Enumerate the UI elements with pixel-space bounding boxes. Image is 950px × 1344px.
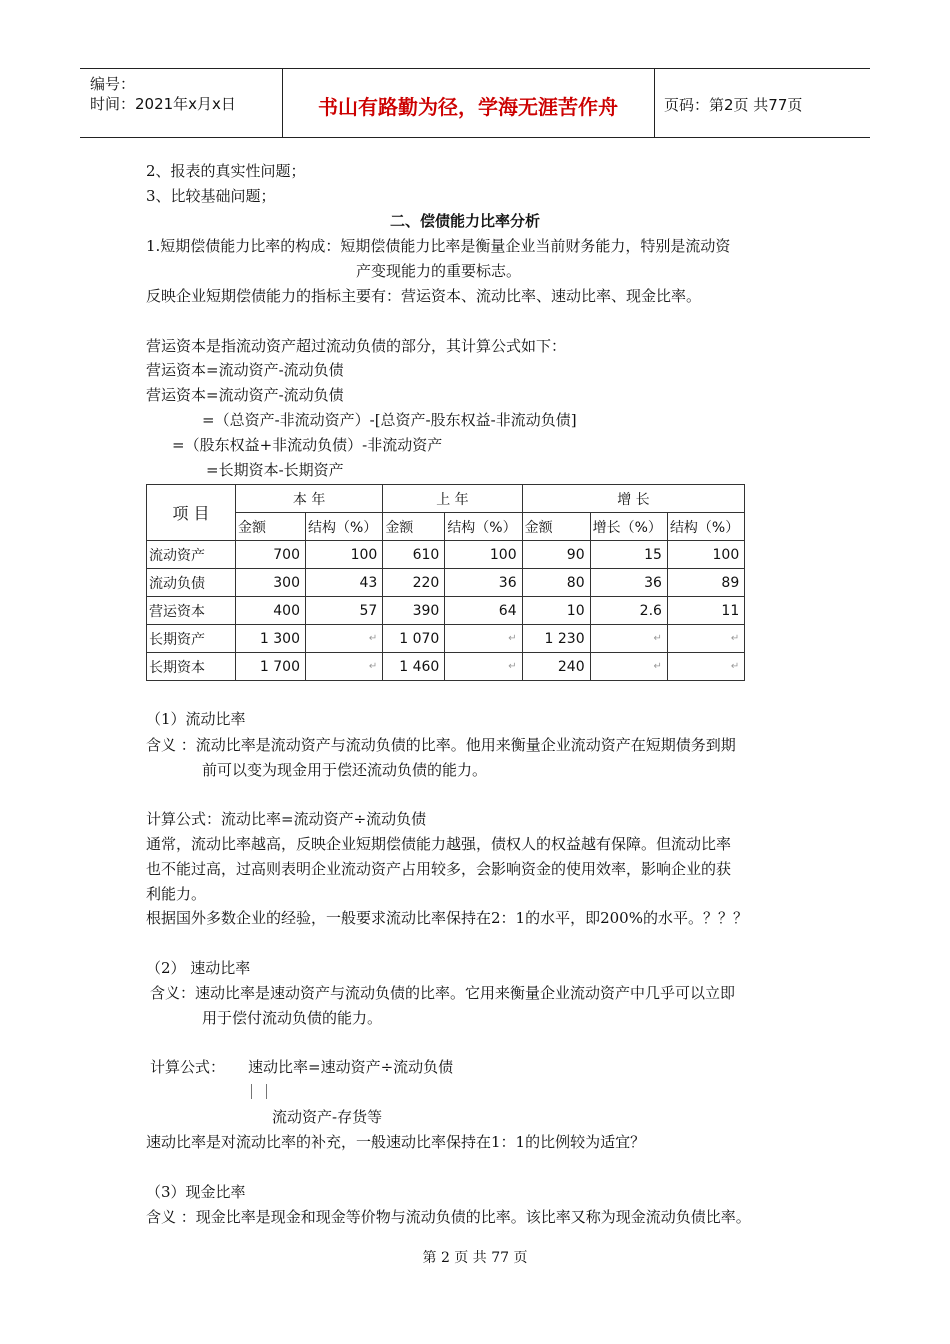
formula-line: 速动比率=速动资产÷流动负债 [248, 1058, 454, 1076]
subsection-title: （2） 速动比率 [146, 959, 251, 977]
table-cell: 10 [522, 597, 590, 625]
cell-mark: ↵ [445, 625, 522, 653]
section-title: 二、偿债能力比率分析 [390, 212, 541, 230]
table-row [147, 597, 745, 625]
row-label: 流动负债 [147, 569, 236, 597]
cell-mark: ↵ [590, 625, 667, 653]
table-row [147, 653, 745, 681]
table-cell: 57 [306, 597, 383, 625]
table-cell: 64 [445, 597, 522, 625]
formula-line: 营运资本=流动资产-流动负债 [146, 386, 344, 404]
text-line: 反映企业短期偿债能力的指标主要有：营运资本、流动比率、速动比率、现金比率。 [146, 287, 702, 305]
text-line: 根据国外多数企业的经验，一般要求流动比率保持在2：1的水平，即200%的水平。？？？ [146, 909, 748, 927]
text-line: 含义 ：现金比率是现金和现金等价物与流动负债的比率。该比率又称为现金流动负债比率。 [146, 1208, 751, 1226]
formula-line: 流动资产-存货等 [272, 1108, 383, 1126]
cell-mark: ↵ [306, 625, 383, 653]
formula-line: 计算公式：流动比率=流动资产÷流动负债 [146, 810, 427, 828]
table-cell: 15 [590, 541, 667, 569]
text-line: 含义 ：流动比率是流动资产与流动负债的比率。他用来衡量企业流动资产在短期债务到期 [146, 736, 736, 754]
table-subheader: 结构（%） [667, 513, 744, 541]
table-cell: 36 [445, 569, 522, 597]
header-left-cell [80, 69, 283, 137]
cell-mark: ↵ [590, 653, 667, 681]
number-label: 编号： [90, 75, 136, 93]
table-row [147, 569, 745, 597]
table-item-header: 项 目 [147, 485, 236, 541]
table-group-header: 增 长 [522, 485, 745, 513]
table-cell: 610 [383, 541, 445, 569]
page-info: 页码：第2页 共77页 [664, 96, 803, 114]
text-line: 也不能过高，过高则表明企业流动资产占用较多，会影响资金的使用效率，影响企业的获 [146, 860, 732, 878]
row-label: 长期资本 [147, 653, 236, 681]
table-subheader: 增长（%） [590, 513, 667, 541]
text-line: 1.短期偿债能力比率的构成：短期偿债能力比率是衡量企业当前财务能力，特别是流动资 [146, 237, 731, 255]
table-cell: 11 [667, 597, 744, 625]
date-label: 时间：2021年x月x日 [90, 95, 236, 113]
formula-line: 营运资本=流动资产-流动负债 [146, 361, 344, 379]
page-header [80, 68, 870, 138]
text-line: 产变现能力的重要标志。 [356, 262, 522, 280]
table-cell: 100 [306, 541, 383, 569]
table-cell: 89 [667, 569, 744, 597]
row-label: 营运资本 [147, 597, 236, 625]
page-footer: 第 2 页 共 77 页 [422, 1250, 528, 1266]
text-line: 速动比率是对流动比率的补充，一般速动比率保持在1：1的比例较为适宜？ [146, 1133, 646, 1151]
table-cell: 36 [590, 569, 667, 597]
subsection-title: （3）现金比率 [146, 1183, 246, 1201]
table-cell: 390 [383, 597, 445, 625]
text-line: 2、报表的真实性问题； [146, 162, 306, 180]
table-cell: 1 070 [383, 625, 445, 653]
table-cell: 400 [236, 597, 306, 625]
table-group-header: 上 年 [383, 485, 522, 513]
table-cell: 100 [667, 541, 744, 569]
cell-mark: ↵ [306, 653, 383, 681]
text-line: 含义：速动比率是速动资产与流动负债的比率。它用来衡量企业流动资产中几乎可以立即 [150, 984, 736, 1002]
table-subheader: 结构（%） [445, 513, 522, 541]
text-line: 利能力。 [146, 885, 207, 903]
table-cell: 1 300 [236, 625, 306, 653]
table-subheader: 金额 [383, 513, 445, 541]
table-group-header: 本 年 [236, 485, 383, 513]
header-motto: 书山有路勤为径，学海无涯苦作舟 [318, 95, 618, 119]
table-cell: 300 [236, 569, 306, 597]
table-cell: 2.6 [590, 597, 667, 625]
text-line: 营运资本是指流动资产超过流动负债的部分，其计算公式如下： [146, 337, 567, 355]
table-cell: 1 460 [383, 653, 445, 681]
text-line: 用于偿付流动负债的能力。 [202, 1009, 383, 1027]
table-cell: 100 [445, 541, 522, 569]
text-line: 通常，流动比率越高，反映企业短期偿债能力越强，债权人的权益越有保障。但流动比率 [146, 835, 732, 853]
table-cell: 80 [522, 569, 590, 597]
table-cell: 43 [306, 569, 383, 597]
header-right-cell [654, 69, 870, 137]
cell-mark: ↵ [445, 653, 522, 681]
text-line: 前可以变为现金用于偿还流动负债的能力。 [202, 761, 488, 779]
table-subheader: 结构（%） [306, 513, 383, 541]
table-row [147, 541, 745, 569]
text-line: 3、比较基础问题； [146, 187, 276, 205]
table-cell: 1 230 [522, 625, 590, 653]
cell-mark: ↵ [667, 653, 744, 681]
table-cell: 1 700 [236, 653, 306, 681]
table-subheader: 金额 [522, 513, 590, 541]
formula-line: =（股东权益+非流动负债）-非流动资产 [172, 436, 443, 454]
formula-bars: ｜｜ [244, 1083, 275, 1101]
formula-line: =长期资本-长期资产 [206, 461, 344, 479]
table-cell: 90 [522, 541, 590, 569]
table-cell: 700 [236, 541, 306, 569]
formula-line: =（总资产-非流动资产）-[总资产-股东权益-非流动负债] [202, 411, 577, 429]
cell-mark: ↵ [667, 625, 744, 653]
row-label: 流动资产 [147, 541, 236, 569]
working-capital-table [146, 484, 745, 681]
formula-label: 计算公式： [150, 1058, 226, 1076]
subsection-title: （1）流动比率 [146, 710, 246, 728]
row-label: 长期资产 [147, 625, 236, 653]
table-cell: 220 [383, 569, 445, 597]
table-subheader: 金额 [236, 513, 306, 541]
header-center-cell [282, 69, 655, 137]
table-row [147, 625, 745, 653]
table-cell: 240 [522, 653, 590, 681]
